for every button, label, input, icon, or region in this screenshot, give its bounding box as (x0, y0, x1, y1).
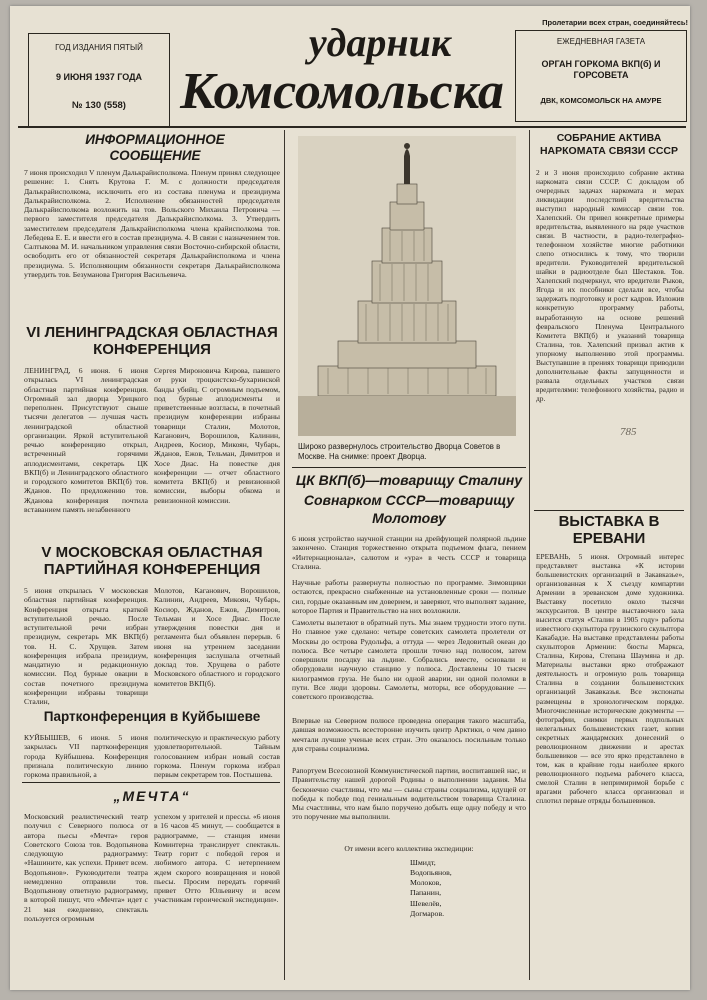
slogan: Пролетарии всех стран, соединяйтесь! (542, 18, 688, 27)
kuibyshev-text-1: КУЙБЫШЕВ, 6 июня. 5 июня закрылась VII партконференция города Куйбышева. Конференция признала политическую линию горкома правильной, а (24, 733, 148, 779)
handwritten-note: 785 (620, 426, 637, 438)
signer: Молоков, (410, 878, 442, 888)
expo-heading: ВЫСТАВКА В ЕРЕВАНИ (558, 513, 660, 547)
kuibyshev-heading: Партконференция в Куйбышеве (43, 709, 261, 724)
aktiv-text: 2 и 3 июня происходило собрание актива наркомата связи СССР. С докладом об очередных задачах наркомата и мерах ликвидации последствий вредительства выступил народный комиссар связи тов. Халепский. Он привел конкретные примеры вредительства, выявленного на ряде участков связи. В частности, в радио-телеграфно-телефонном хозяйстве многие работники слепо относились к тому, что творили вредители. Руководителей вредительской шайки в радиоотделе был Шестаков. Тов. Халепский подчеркнул, что вредители Рыков, Ягода и их пособники сделали все, чтобы задержать подготовку и рост кадров. Изложив конкретную программу работы, выработанную на основе решений февральского Пленума Центрального Комитета ВКП(б) и указаний товарища Сталина, тов. Халепский призвал актив к упорному выполнению этой программы. Выступавшие в прениях товарищи приводили дополнительные факты запущенности и развала отдельных участков связи вредителями: телефонного хозяйства, радио и др. (536, 168, 684, 403)
section-rule (22, 782, 280, 783)
logo-title-top: ударник (308, 20, 452, 65)
radiogram-p2: Научные работы развернуты полностью по программе. Зимовщики остаются, прекрасно снабженные на установленные сроки — полные сил, гордые оказанным им доверием, и заверяют, что выполнят задание, которое Партия и Правительство на них возложили. (292, 578, 526, 615)
column-rule (284, 130, 285, 980)
aktiv-heading: СОБРАНИЕ АКТИВА НАРКОМАТА СВЯЗИ СССР (539, 132, 679, 157)
year-label: ГОД ИЗДАНИЯ ПЯТЫЙ (55, 43, 143, 52)
info-text: 7 июня происходил V пленум Далькрайисполкома. Пленум принял следующее решение: 1. Снять Крутова Г. М. с должности председателя Далькрайисполкома, исключить его из состава пленума и президиума Далькрайисполкома. 2. Исполнение обязанностей председателя Далькрайисполкома возложить на тов. Вольского Михаила Петровича — первого заместителя председателя Далькрайисполкома. 3. Утвердить заместителем председателя Далькрайисполкома члена крайисполкома тов. Лебедева Е. Е. и ввести его в состав президиума. 4. В связи с назначением тов. Салтыкова М. И. начальником управления связи Восточно-сибирской области, освободить его от обязанностей секретаря Далькрайисполкома и члена президиума. 5. Исполняющим обязанности секретаря Далькрайисполкома утвердить тов. Безуманова Григория Васильевича. (24, 168, 280, 279)
leningrad-text-1: ЛЕНИНГРАД, 6 июня. 6 июня открылась VI ленинградская областная партийная конференция. Огромный зал дворца Урицкого переполнен. Присутствуют свыше тысячи делегатов — лучшая часть ленинградской областной организации. Яркой вступительной речью конференцию открыл, встреченный горячими аплодисментами, секретарь ЦК ВКП(б) и Ленинградского областного и городского комитетов ВКП(б) тов. Жданов. По предложению тов. Жданова конференция почтила вставанием память незабвенного (24, 366, 148, 514)
section-rule (534, 510, 684, 511)
radiogram-p5: Рапортуем Всесоюзной Коммунистической партии, воспитавшей нас, и Правительству нашей дорогой Родины о выполнении задания. Мы бесконечно счастливы, что мы — сыны страны социализма, идущей от победы к победе под гениальным водительством товарища Сталина. Мы счастливы, что нам было поручено добыть еще одну победу и что это поручение мы выполнили. (292, 766, 526, 822)
signer: Водопьянов, (410, 868, 452, 878)
place-label: ДВК, КОМСОМОЛЬСК НА АМУРЕ (540, 96, 662, 105)
mechta-heading: „МЕЧТА“ (113, 788, 191, 804)
daily-label: ЕЖЕДНЕВНАЯ ГАЗЕТА (556, 37, 646, 46)
radiogram-p1: 6 июня устройство научной станции на дрейфующей полярной льдине закончено. Станция торжественно открыта подъемом флага, пением «Интернационала», салютом и «ура» в честь СССР и товарища Сталина. (292, 534, 526, 571)
palace-of-soviets-image (298, 136, 516, 436)
organ-label: ОРГАН ГОРКОМА ВКП(б) И ГОРСОВЕТА (541, 59, 661, 80)
radiogram-p6: От имени всего коллектива экспедиции: (344, 844, 474, 853)
molotov-heading: Совнарком СССР—товарищу Молотову (303, 492, 515, 526)
mechta-text-2: успехом у зрителей и прессы. «6 июня в 16 часов 45 минут, — сообщается в радиограмме, — станция имени Коминтерна транслирует спектакль. Театр горит с победой героя и любимого автора. С нетерпением ждем скорого возвращения и новой пьесы. Просим передать горячий привет Отто Юльевичу и всем участникам героической экспедиции». (154, 812, 280, 905)
mechta-text-1: Московский реалистический театр получил с Северного полюса от автора пьесы «Мечта» героя Советского Союза тов. Водопьянова следующую радиограмму: «Нашините, как успехи. Привет всем. Водопьянов». Руководители театра немедленно отправили тов. Водопьянову ответную радиограмму, в которой пишут, что «Мечта» идет с 21 мая ежедневно, спектакль пользуется огромным (24, 812, 148, 923)
moscow-text-1: 5 июня открылась V московская областная партийная конференция. Конференция открыта краткой вступительной речью. После вступительной речи избран президиум, секретарь МК ВКП(б) тов. Н. С. Хрущев. Затем конференция избрала президиум, мандатную и редакционную комиссии. Под бурные овации в состав почетного президиума конференции избраны товарищи Сталин, (24, 586, 148, 706)
issue-number: № 130 (558) (72, 100, 126, 111)
signer: Догмаров. (410, 908, 445, 918)
signer: Шмидт, (410, 858, 436, 867)
info-heading: ИНФОРМАЦИОННОЕ СООБЩЕНИЕ (85, 132, 225, 163)
issue-date: 9 ИЮНЯ 1937 ГОДА (55, 72, 143, 82)
kuibyshev-text-2: политическую и практическую работу удовлетворительной. Тайным голосованием избран новый состав горкома. Пленум горкома избрал первым секретарем тов. Постышева. (154, 733, 280, 779)
masthead-logo (170, 20, 515, 126)
radiogram-p4: Впервые на Северном полюсе проведена операция такого масштаба, давшая возможность всесторонне изучить центр Арктики, о чем давно мечтали лучшие ученые всех стран. Это оказалось посильным только для страны социализма. (292, 716, 526, 753)
section-rule (292, 467, 526, 468)
leningrad-text-2: Сергея Мироновича Кирова, павшего от руки троцкистско-бухаринской банды убийц. С огромным подъемом, под бурные аплодисменты и приветственные возгласы, в почетный президиум конференции избраны товарищи Сталин, Молотов, Каганович, Ворошилов, Калинин, Андреев, Косиор, Микоян, Чубарь, Жданов, Ежов, Тельман, Димитров и Хосе Диас. На повестке дня конференции — отчет областного комитета ВКП(б) и ревизионной комиссии, выборы обкома и ревизионной комиссии. (154, 366, 280, 505)
photo-caption: Широко развернулось строительство Дворца Советов в Москве. На снимке: проект Дворца. (298, 442, 501, 461)
leningrad-heading: VI ЛЕНИНГРАДСКАЯ ОБЛАСТНАЯ КОНФЕРЕНЦИЯ (26, 324, 278, 359)
signers-list (410, 858, 510, 919)
newspaper-page (10, 6, 690, 990)
radiogram-p3: Самолеты вылетают в обратный путь. Мы знаем трудности этого пути. Но главное уже сделано: четыре советских самолета пролетели от Москвы до острова Рудольфа, а оттуда — через Ледовитый океан до полюса. Все четыре самолета прошли точно над полюсом, затем совершили посадку на льдине. Собрались вместе, основали и оборудовали научную станцию у полюса. Доставлены 10 тысяч килограммов груза. Не было ни одной аварии, ни одной поломки в пути. Все люди здоровы. Самолеты, моторы, все оборудование — советского производства. (292, 618, 526, 701)
column-rule (529, 130, 530, 980)
moscow-heading: V МОСКОВСКАЯ ОБЛАСТНАЯ ПАРТИЙНАЯ КОНФЕРЕНЦИЯ (41, 544, 263, 579)
logo-title-bottom: Комсомольска (180, 63, 504, 120)
expo-text: ЕРЕВАНЬ, 5 июня. Огромный интерес представляет выставка «К истории большевистских организаций в Закавказье», организованная к X съезду компартии Армении в эреванском доме художника. Выставку посетило около тысячи экскурсантов. В центре выставочного зала высится статуя «Сталин в 1905 году» работы известного скульптора грузинского скульптора Какабадзе. На выставке представлены работы скульпторов Армении: бюсты Маркса, Сталина, Кирова, Степана Шаумяна и др. Материалы выставки ярко отображают деятельность и огромную роль товарища Сталина в создании большевистских организаций Закавказья. Все экспонаты размещены в хронологическом порядке. Многочисленные исторические документы — фотографии, снимки первых подпольных нелегальных большевистских газет, копии секретных жандармских донесений о революционном движении и арестах большевиков — все это ярко представлено в том, как в крайние годы наиболее яркого революционного подъема рабочего класса, смелой Сталин в непримиримой борьбе с врагами рабочего класса организовал и сплотил первые отряды большевиков. (536, 552, 684, 805)
moscow-text-2: Молотов, Каганович, Ворошилов, Калинин, Андреев, Микоян, Чубарь, Косиор, Жданов, Ежов, Димитров, Тельман и Хосе Диас. После утверждения повестки дня и регламента был объявлен перерыв. 6 июня на утреннем заседании конференция заслушала отчетный доклад тов. Хрущева о работе Московского областного и городского комитетов ВКП(б). (154, 586, 280, 688)
masthead-rule (18, 126, 686, 128)
signer: Папанин, (410, 888, 442, 898)
signer: Шевелёв, (410, 898, 442, 908)
stalin-heading: ЦК ВКП(б)—товарищу Сталину (295, 472, 523, 488)
